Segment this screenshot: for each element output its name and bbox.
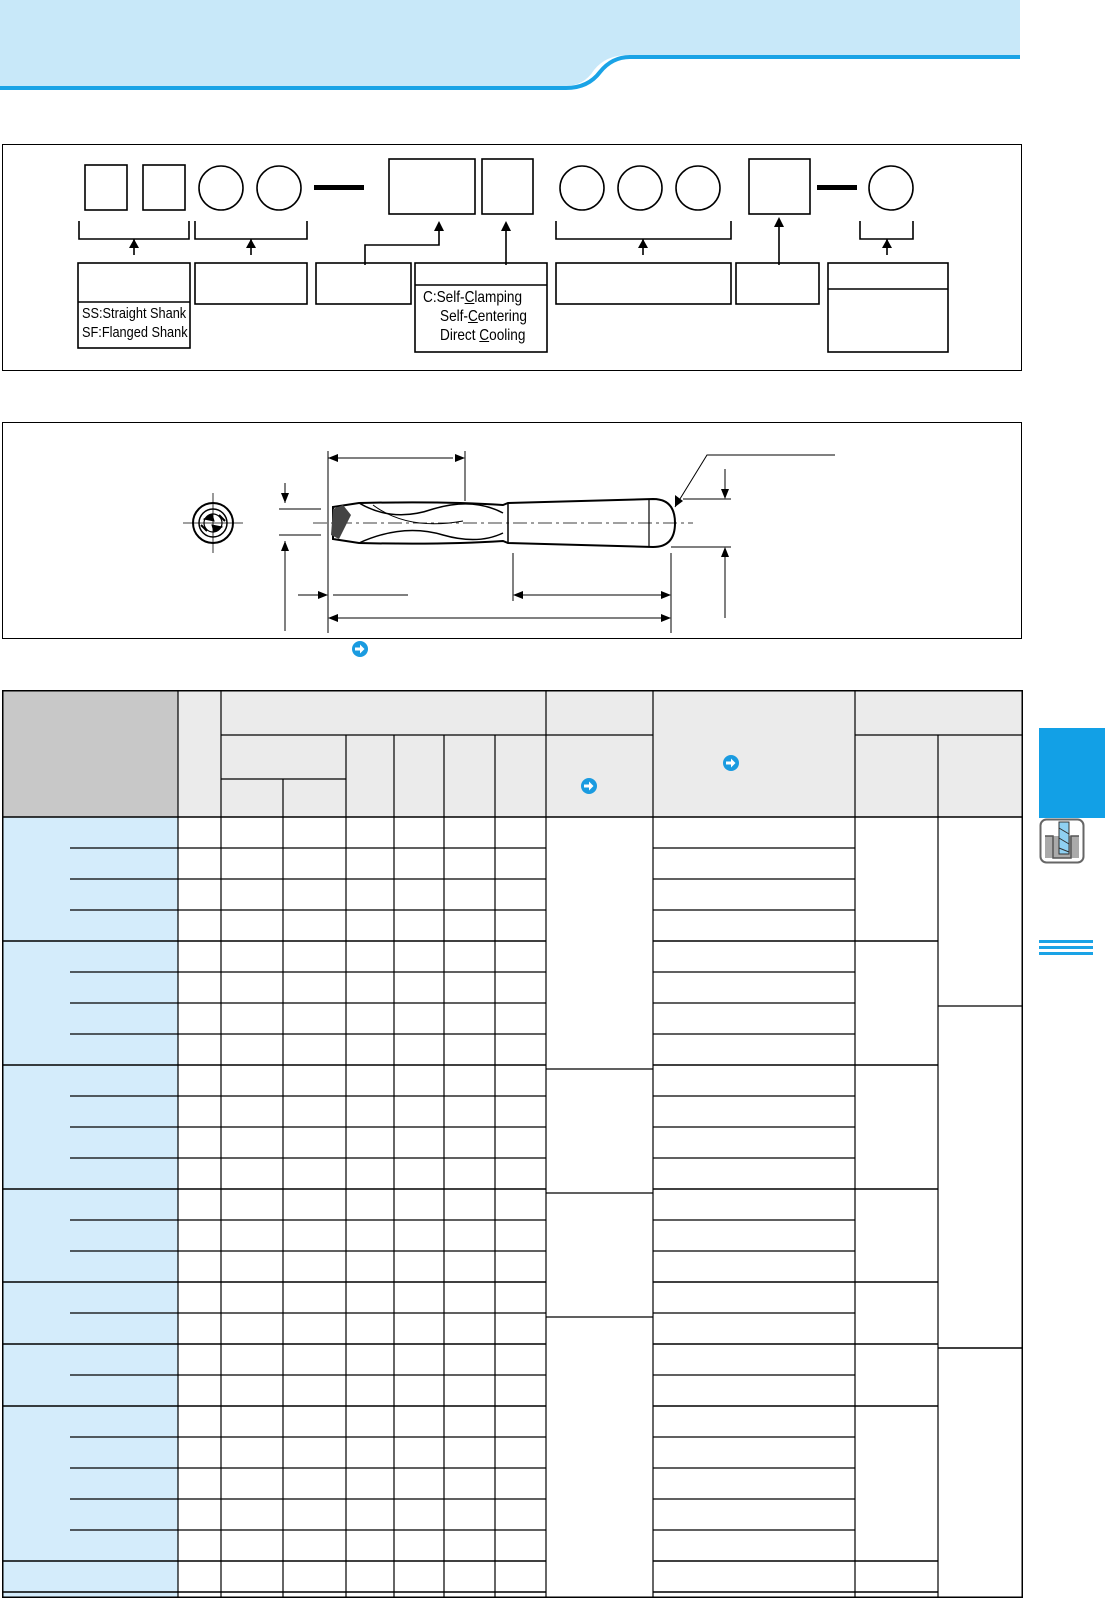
code-circle-3 <box>560 166 604 210</box>
arrow-right-circle-icon[interactable] <box>351 640 369 658</box>
legend-box-7 <box>828 263 948 352</box>
legend-self-centering: Self-Centering <box>440 308 527 325</box>
drill-dimension-drawing <box>3 423 1021 638</box>
drill-end-view <box>183 493 243 553</box>
section-tab-marker <box>1039 728 1105 818</box>
code-box-1 <box>85 165 127 210</box>
legend-box-2 <box>195 263 307 304</box>
specification-table <box>2 690 1023 1598</box>
drill-in-hole-icon[interactable] <box>1039 818 1085 864</box>
legend-box-3 <box>316 263 411 304</box>
code-box-5 <box>749 159 810 214</box>
code-circle-4 <box>618 166 662 210</box>
legend-straight-shank: SS:Straight Shank <box>82 305 187 322</box>
drill-side-view <box>313 499 693 547</box>
code-box-3 <box>389 159 475 214</box>
code-circle-6 <box>869 166 913 210</box>
designation-code-panel <box>2 144 1022 371</box>
legend-box-5 <box>556 263 731 304</box>
page-header-banner <box>0 0 1020 92</box>
code-circle-1 <box>199 166 243 210</box>
legend-self-clamping: C:Self-Clamping <box>423 289 523 306</box>
legend-direct-cooling: Direct Cooling <box>440 327 526 344</box>
legend-flanged-shank: SF:Flanged Shank <box>82 324 188 341</box>
legend-box-6 <box>736 263 819 304</box>
triple-line-icon <box>1039 940 1093 956</box>
arrow-right-circle-icon[interactable] <box>581 778 597 794</box>
code-circle-5 <box>676 166 720 210</box>
tool-dimension-drawing-panel <box>2 422 1022 639</box>
code-circle-2 <box>257 166 301 210</box>
code-box-4 <box>482 159 533 214</box>
code-box-2 <box>143 165 185 210</box>
arrow-right-circle-icon[interactable] <box>723 755 739 771</box>
